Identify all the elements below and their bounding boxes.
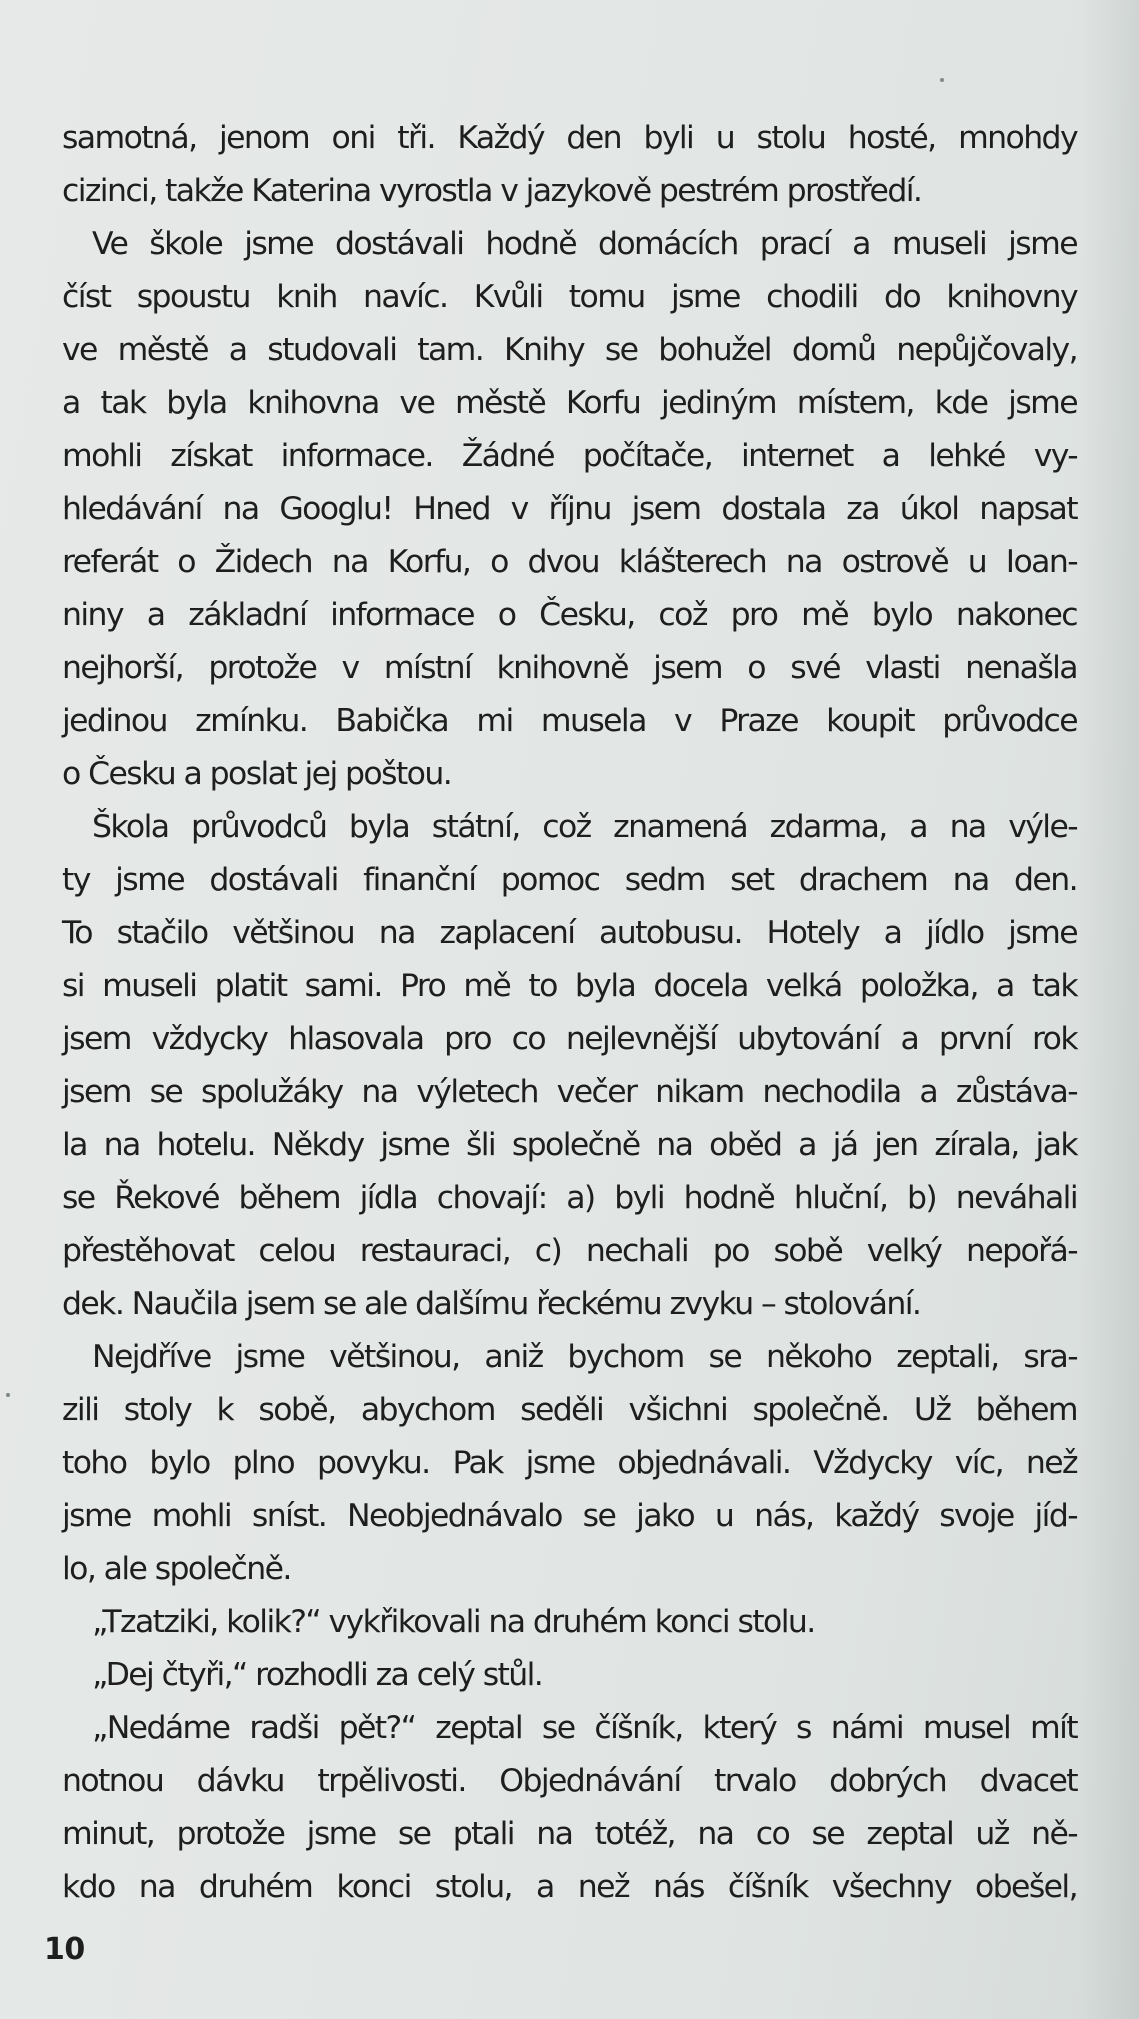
text-line: lo, ale společně.: [62, 1551, 291, 1587]
text-line: notnou dávku trpělivosti. Objednávání trvalo dobrých dvacet: [62, 1763, 1077, 1799]
text-line: o Česku a poslat jej poštou.: [62, 756, 452, 792]
text-line: „Nedáme radši pět?“ zeptal se číšník, který s námi musel mít: [92, 1710, 1077, 1746]
text-line: se Řekové během jídla chovají: a) byli hodně hluční, b) neváhali: [62, 1180, 1077, 1216]
text-line: jsem vždycky hlasovala pro co nejlevnější ubytování a první rok: [62, 1021, 1077, 1057]
text-line: samotná, jenom oni tři. Každý den byli u stolu hosté, mnohdy: [62, 120, 1077, 156]
text-line: nejhorší, protože v místní knihovně jsem o své vlasti nenašla: [62, 650, 1077, 686]
text-line: toho bylo plno povyku. Pak jsme objednávali. Vždycky víc, než: [62, 1445, 1077, 1481]
text-line: Škola průvodců byla státní, což znamená zdarma, a na výle-: [92, 809, 1077, 845]
paper-speck: [940, 78, 944, 82]
text-line: jsem se spolužáky na výletech večer nikam nechodila a zůstáva-: [62, 1074, 1077, 1110]
text-line: ve městě a studovali tam. Knihy se bohužel domů nepůjčovaly,: [62, 332, 1077, 368]
page-number: 10: [44, 1932, 85, 1967]
text-line: „Dej čtyři,“ rozhodli za celý stůl.: [92, 1657, 543, 1693]
text-line: Nejdříve jsme většinou, aniž bychom se někoho zeptali, sra-: [92, 1339, 1077, 1375]
text-line: jsme mohli sníst. Neobjednávalo se jako u nás, každý svoje jíd-: [62, 1498, 1077, 1534]
text-line: To stačilo většinou na zaplacení autobusu. Hotely a jídlo jsme: [62, 915, 1077, 951]
text-line: si museli platit sami. Pro mě to byla docela velká položka, a tak: [62, 968, 1077, 1004]
text-line: niny a základní informace o Česku, což pro mě bylo nakonec: [62, 597, 1077, 633]
text-line: la na hotelu. Někdy jsme šli společně na oběd a já jen zírala, jak: [62, 1127, 1077, 1163]
paper-speck: [6, 1393, 10, 1397]
text-line: dek. Naučila jsem se ale dalšímu řeckému zvyku – stolování.: [62, 1286, 921, 1322]
text-line: číst spoustu knih navíc. Kvůli tomu jsme chodili do knihovny: [62, 279, 1077, 315]
text-line: minut, protože jsme se ptali na totéž, na co se zeptal už ně-: [62, 1816, 1077, 1852]
text-line: „Tzatziki, kolik?“ vykřikovali na druhém konci stolu.: [92, 1604, 815, 1640]
text-line: přestěhovat celou restauraci, c) nechali po sobě velký nepořá-: [62, 1233, 1077, 1269]
body-text: [62, 112, 1077, 1914]
text-line: referát o Židech na Korfu, o dvou klášterech na ostrově u Ioan-: [62, 544, 1077, 580]
text-line: hledávání na Googlu! Hned v říjnu jsem dostala za úkol napsat: [62, 491, 1077, 527]
text-line: mohli získat informace. Žádné počítače, internet a lehké vy-: [62, 438, 1077, 474]
text-line: ty jsme dostávali finanční pomoc sedm set drachem na den.: [62, 862, 1077, 898]
text-line: cizinci, takže Katerina vyrostla v jazykově pestrém prostředí.: [62, 173, 922, 209]
text-line: zili stoly k sobě, abychom seděli všichni společně. Už během: [62, 1392, 1077, 1428]
text-line: a tak byla knihovna ve městě Korfu jediným místem, kde jsme: [62, 385, 1077, 421]
text-line: Ve škole jsme dostávali hodně domácích prací a museli jsme: [92, 226, 1077, 262]
text-line: kdo na druhém konci stolu, a než nás číšník všechny obešel,: [62, 1869, 1077, 1905]
text-line: jedinou zmínku. Babička mi musela v Praze koupit průvodce: [62, 703, 1077, 739]
